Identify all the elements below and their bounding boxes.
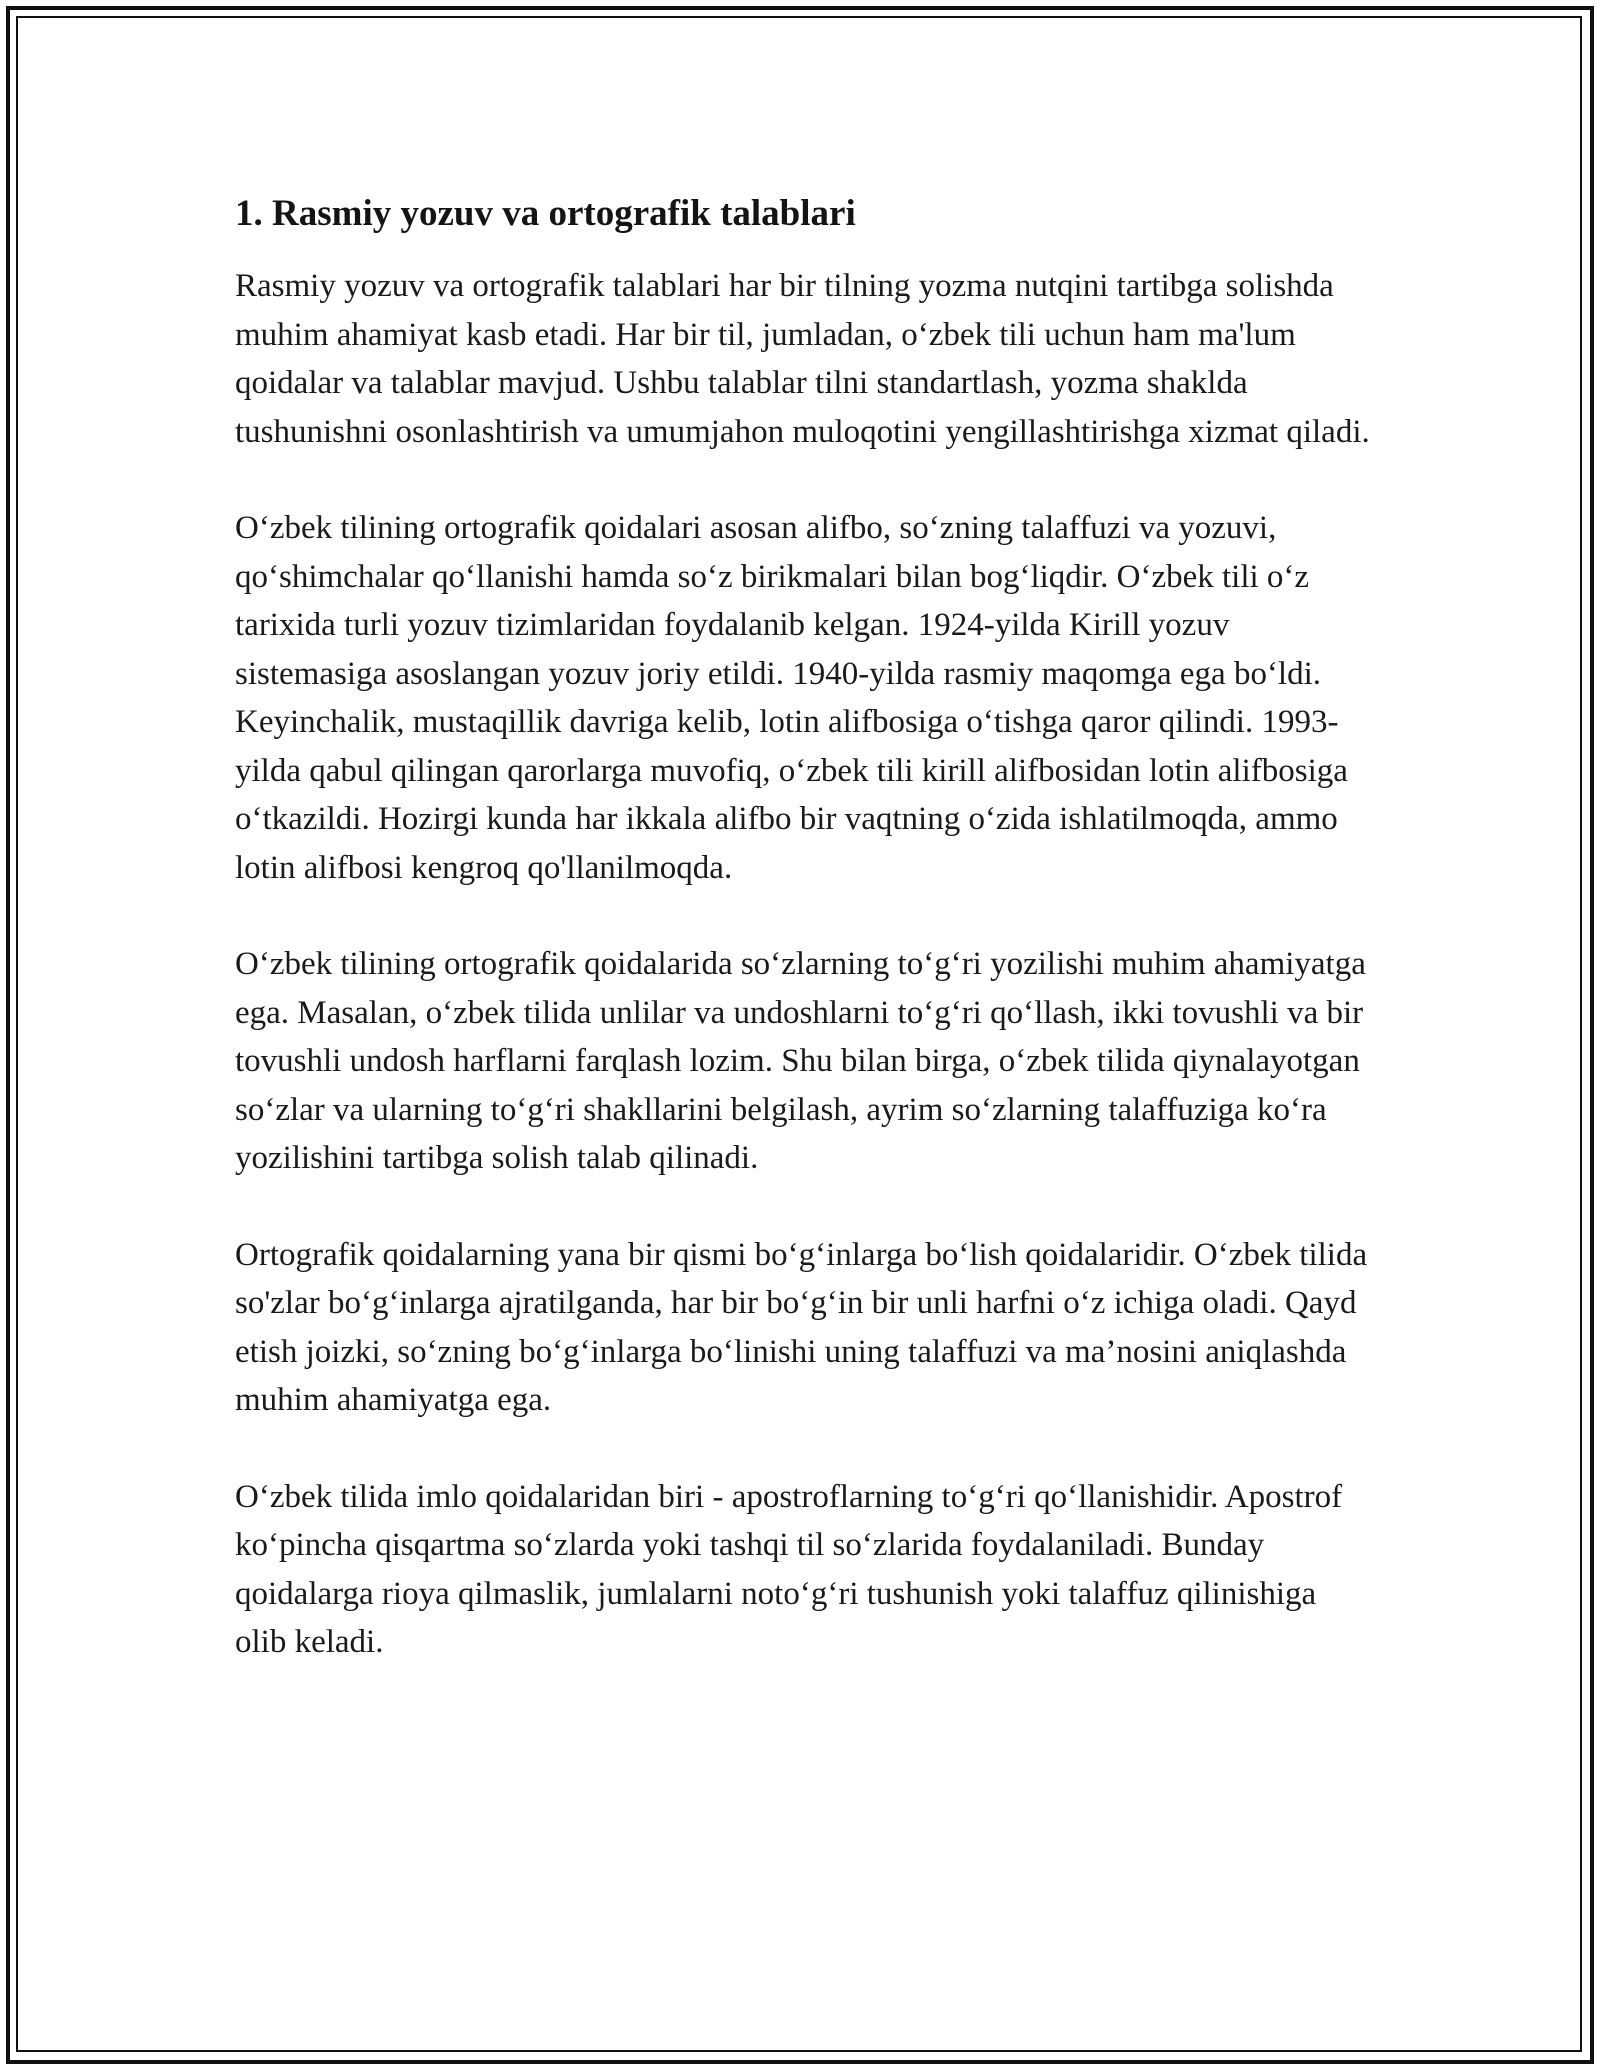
- paragraph-2: O‘zbek tilining ortografik qoidalari asosan alifbo, so‘zning talaffuzi va yozuvi, qo‘shimchalar qo‘llanishi hamda so‘z birikmalari bilan bog‘liqdir. O‘zbek tili o‘z tarixida turli yozuv tizimlaridan foydalanib kelgan. 1924-yilda Kirill yozuv sistemasiga asoslangan yozuv joriy etildi. 1940-yilda rasmiy maqomga ega bo‘ldi. Keyinchalik, mustaqillik davriga kelib, lotin alifbosiga o‘tishga qaror qilindi. 1993-yilda qabul qilingan qarorlarga muvofiq, o‘zbek tili kirill alifbosidan lotin alifbosiga o‘tkazildi. Hozirgi kunda har ikkala alifbo bir vaqtning o‘zida ishlatilmoqda, ammo lotin alifbosi kengroq qo'llanilmoqda.: [235, 510, 1348, 886]
- section-heading: 1. Rasmiy yozuv va ortografik talablari: [235, 193, 856, 234]
- paragraph-3: O‘zbek tilining ortografik qoidalarida so‘zlarning to‘g‘ri yozilishi muhim ahamiyatga ega. Masalan, o‘zbek tilida unlilar va undoshlarni to‘g‘ri qo‘llash, ikki tovushli va bir tovushli undosh harflarni farqlash lozim. Shu bilan birga, o‘zbek tilida qiynalayotgan so‘zlar va ularning to‘g‘ri shakllarini belgilash, ayrim so‘zlarning talaffuziga ko‘ra yozilishini tartibga solish talab qilinadi.: [235, 946, 1366, 1177]
- paragraph-1: Rasmiy yozuv va ortografik talablari har bir tilning yozma nutqini tartibga solishda muhim ahamiyat kasb etadi. Har bir til, jumladan, o‘zbek tili uchun ham ma'lum qoidalar va talablar mavjud. Ushbu talablar tilni standartlash, yozma shaklda tushunishni osonlashtirish va umumjahon muloqotini yengillashtirishga xizmat qiladi.: [235, 268, 1370, 450]
- paragraph-4: Ortografik qoidalarning yana bir qismi bo‘g‘inlarga bo‘lish qoidalaridir. O‘zbek tilida so'zlar bo‘g‘inlarga ajratilganda, har bir bo‘g‘in bir unli harfni o‘z ichiga oladi. Qayd etish joizki, so‘zning bo‘g‘inlarga bo‘linishi uning talaffuzi va ma’nosini aniqlashda muhim ahamiyatga ega.: [235, 1236, 1368, 1419]
- paragraph-5: O‘zbek tilida imlo qoidalaridan biri - apostroflarning to‘g‘ri qo‘llanishidir. Apostrof ko‘pincha qisqartma so‘zlarda yoki tashqi til so‘zlarida foydalaniladi. Bunday qoidalarga rioya qilmaslik, jumlalarni noto‘g‘ri tushunish yoki talaffuz qilinishiga olib keladi.: [235, 1478, 1343, 1661]
- document-body: [235, 180, 1375, 1715]
